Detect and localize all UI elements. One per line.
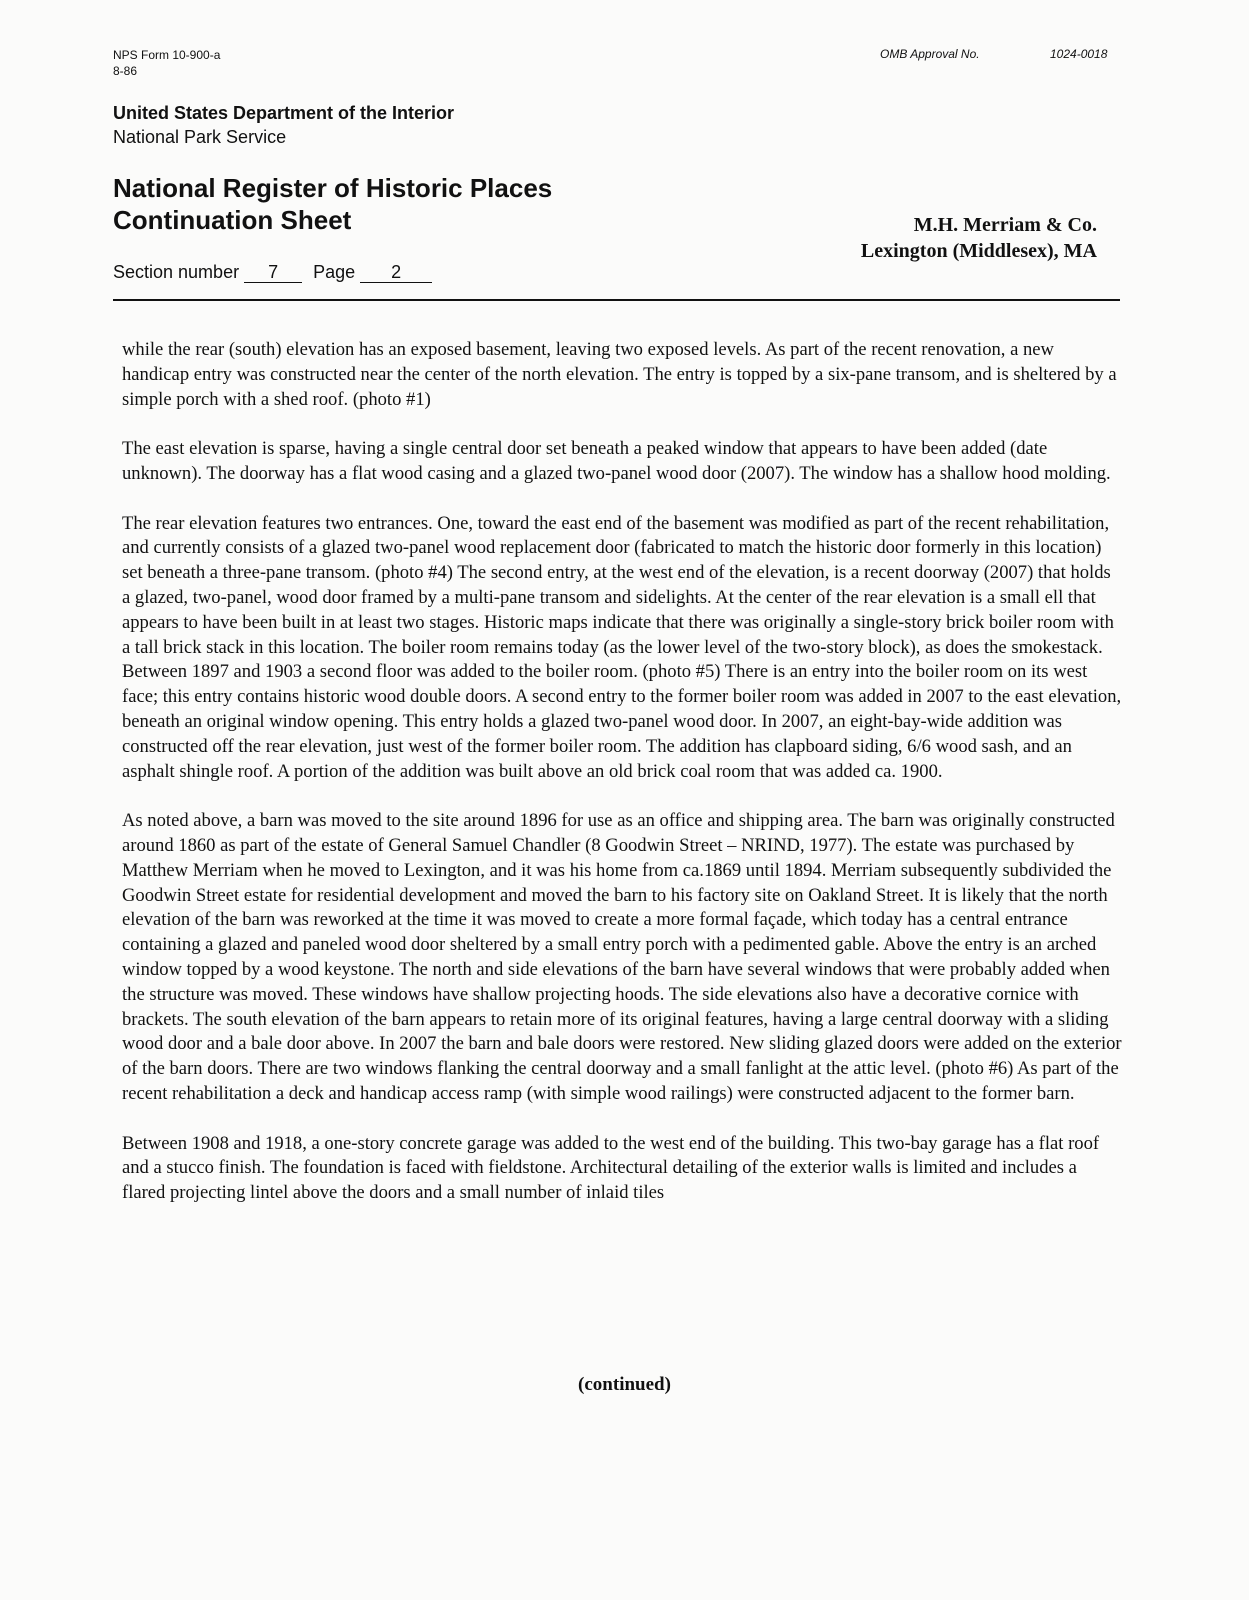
paragraph: The rear elevation features two entrances. One, toward the east end of the basement was modified as part of the recent rehabilitation, and currently consists of a glazed two-panel wood replacement door (fabricated to match the historic door formerly in this location) set beneath a three-pane transom. (photo #4) The second entry, at the west end of the elevation, is a recent doorway (2007) that holds a glazed, two-panel, wood door framed by a multi-pane transom and sidelights. At the center of the rear elevation is a small ell that appears to have been built in at least two stages. Historic maps indicate that there was originally a single-story brick boiler room with a tall brick stack in this location. The boiler room remains today (as the lower level of the two-story block), as does the smokestack. Between 1897 and 1903 a second floor was added to the boiler room. (photo #5) There is an entry into the boiler room on its west face; this entry contains historic wood double doors. A second entry to the former boiler room was added in 2007 to the east elevation, beneath an original window opening. This entry holds a glazed two-panel wood door. In 2007, an eight-bay-wide addition was constructed off the rear elevation, just west of the former boiler room. The addition has clapboard siding, 6/6 wood sash, and an asphalt shingle roof. A portion of the addition was built above an old brick coal room that was added ca. 1900. [122,512,1122,782]
service-name: National Park Service [113,127,287,147]
page-label: Page [313,262,356,282]
paragraph: Between 1908 and 1918, a one-story concrete garage was added to the west end of the building. This two-bay garage has a flat roof and a stucco finish. The foundation is faced with fieldstone. Architectural detailing of the exterior walls is limited and includes a flared projecting lintel above the doors and a small number of inlaid tiles [122,1132,1100,1204]
body-text [122,338,1122,1231]
header-divider [113,299,1120,301]
register-title: National Register of Historic Places [113,173,553,203]
form-identifier [113,47,220,79]
omb-approval-number: 1024-0018 [1050,47,1108,61]
property-block [861,212,1097,264]
paragraph: while the rear (south) elevation has an exposed basement, leaving two exposed levels. As part of the recent renovation, a new handicap entry was constructed near the center of the north elevation. The entry is topped by a six-pane transom, and is sheltered by a simple porch with a shed roof. (photo #1) [122,339,1117,410]
paragraph: As noted above, a barn was moved to the site around 1896 for use as an office and shipping area. The barn was originally constructed around 1860 as part of the estate of General Samuel Chandler (8 Goodwin Street – NRIND, 1977). The estate was purchased by Matthew Merriam when he moved to Lexington, and it was his home from ca.1869 until 1894. Merriam subsequently subdivided the Goodwin Street estate for residential development and moved the barn to his factory site on Oakland Street. It is likely that the north elevation of the barn was reworked at the time it was moved to create a more formal façade, which today has a central entrance containing a glazed and paneled wood door sheltered by a small entry porch with a pedimented gable. Above the entry is an arched window topped by a wood keystone. The north and side elevations of the barn have several windows that were probably added when the structure was moved. These windows have shallow projecting hoods. The side elevations also have a decorative cornice with brackets. The south elevation of the barn appears to retain more of its original features, having a large central doorway with a sliding wood door and a bale door above. In 2007 the barn and bale doors were restored. New sliding glazed doors were added on the exterior of the barn doors. There are two windows flanking the central doorway and a small fanlight at the attic level. (photo #6) As part of the recent rehabilitation a deck and handicap access ramp (with simple wood railings) were constructed adjacent to the former barn. [122,810,1122,1104]
sheet-title: Continuation Sheet [113,205,352,235]
property-name: M.H. Merriam & Co. [913,214,1097,236]
section-label: Section number [113,262,240,282]
continued-label: (continued) [578,1374,671,1395]
page-number: 2 [360,263,432,283]
section-number: 7 [244,263,302,283]
property-location: Lexington (Middlesex), MA [860,240,1097,262]
section-page-line [113,262,432,283]
paragraph: The east elevation is sparse, having a single central door set beneath a peaked window that appears to have been added (date unknown). The doorway has a flat wood casing and a glazed two-panel wood door (2007). The window has a shallow hood molding. [122,438,1111,484]
department-name: United States Department of the Interior [113,103,455,123]
form-number: NPS Form 10-900-a [113,48,221,62]
form-date: 8-86 [113,64,138,78]
document-title [113,172,552,236]
omb-approval-label: OMB Approval No. [880,47,980,61]
